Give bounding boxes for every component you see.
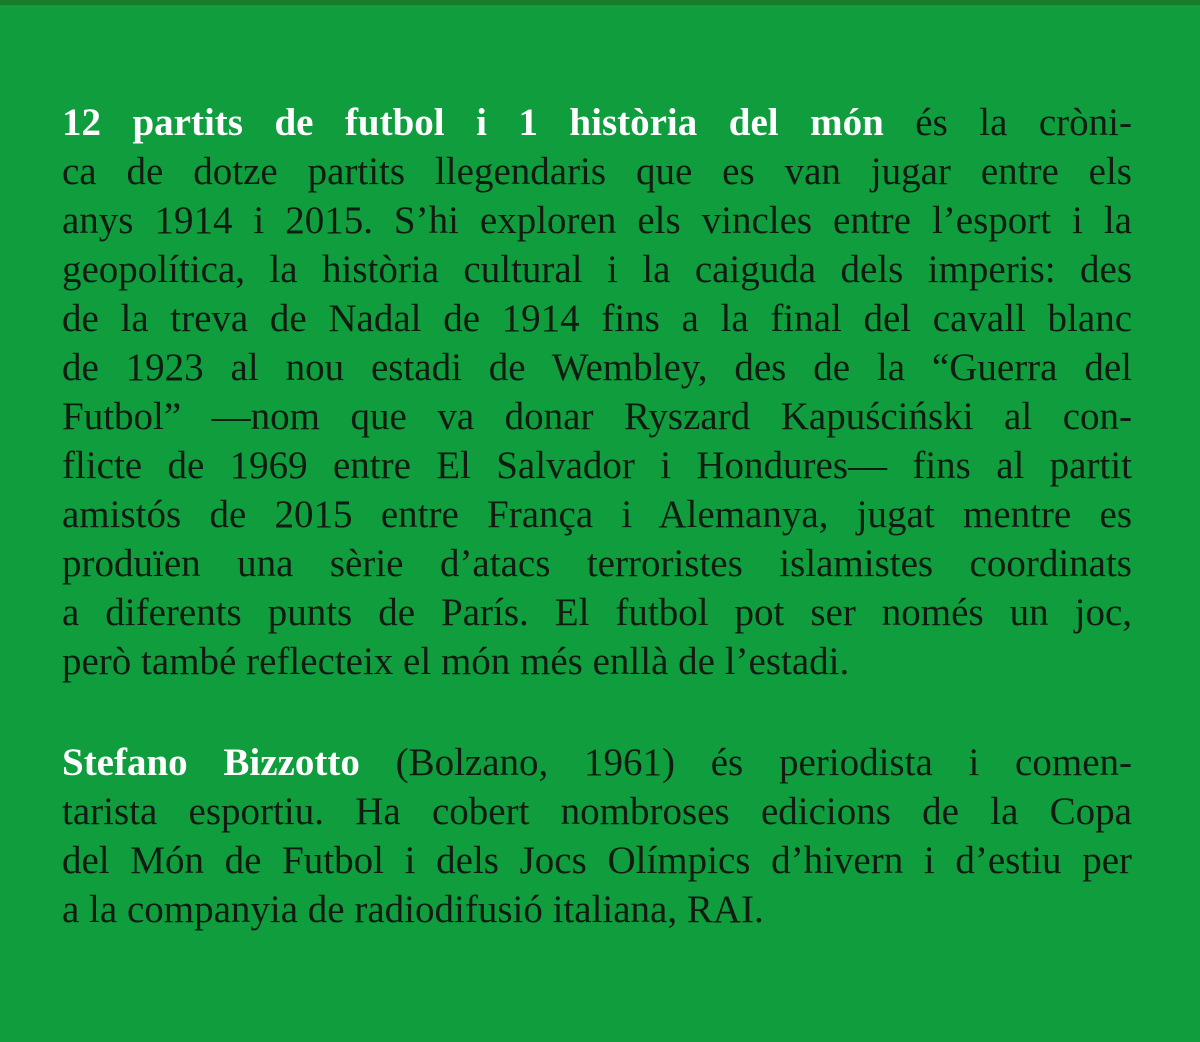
- text-line: de la treva de Nadal de 1914 fins a la final del cavall blanc: [62, 297, 1132, 340]
- title-line-rest: és la cròni-: [883, 101, 1132, 144]
- author-name: Stefano Bizzotto: [62, 741, 360, 784]
- text-line: a diferents punts de París. El futbol pot ser només un joc,: [62, 591, 1132, 634]
- text-line: tarista esportiu. Ha cobert nombroses edicions de la Copa: [62, 790, 1132, 833]
- top-edge-strip: [0, 0, 1200, 5]
- text-line: flicte de 1969 entre El Salvador i Hondures— fins al partit: [62, 444, 1132, 487]
- synopsis-lines: [62, 147, 1132, 686]
- text-line: Futbol” —nom que va donar Ryszard Kapuściński al con-: [62, 395, 1132, 438]
- book-title: 12 partits de futbol i 1 història del món: [62, 101, 884, 144]
- text-line: ca de dotze partits llegendaris que es van jugar entre els: [62, 150, 1132, 193]
- text-line: produïen una sèrie d’atacs terroristes islamistes coordinats: [62, 542, 1132, 585]
- text-line: amistós de 2015 entre França i Alemanya, jugat mentre es: [62, 493, 1132, 536]
- synopsis-paragraph: [62, 98, 1132, 686]
- text-line: anys 1914 i 2015. S’hi exploren els vincles entre l’esport i la: [62, 199, 1132, 242]
- author-bio-lines: [62, 787, 1132, 934]
- text-line: però també reflecteix el món més enllà de l’estadi.: [62, 640, 850, 683]
- text-line-title: [62, 98, 1132, 147]
- author-bio-paragraph: [62, 738, 1132, 934]
- text-line: de 1923 al nou estadi de Wembley, des de la “Guerra del: [62, 346, 1132, 389]
- author-line-rest: (Bolzano, 1961) és periodista i comen-: [359, 741, 1132, 784]
- text-line-author: [62, 738, 1132, 787]
- book-blurb-card: [62, 98, 1132, 934]
- text-line: del Món de Futbol i dels Jocs Olímpics d’hivern i d’estiu per: [62, 839, 1132, 882]
- text-line: a la companyia de radiodifusió italiana, RAI.: [62, 888, 764, 931]
- text-line: geopolítica, la història cultural i la caiguda dels imperis: des: [62, 248, 1132, 291]
